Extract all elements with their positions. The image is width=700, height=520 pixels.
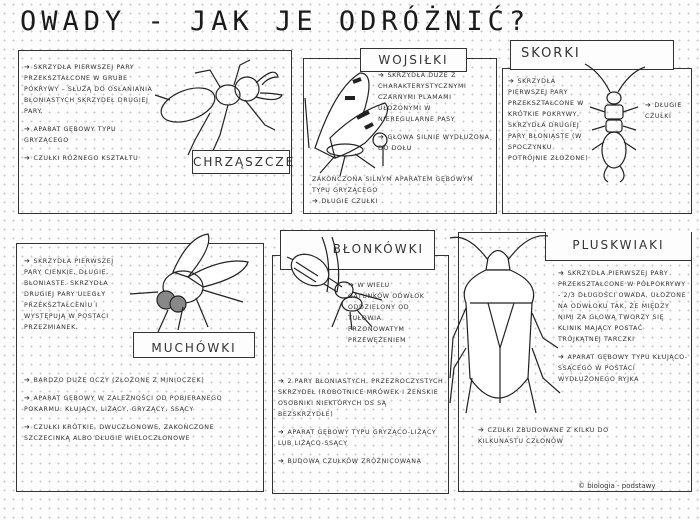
shield-bug-illustration [448,228,568,428]
arrow-icon: ➔ [312,197,319,205]
section-text-skorki: ➔ SKRZYDŁA PIERWSZEJ PARY PRZEKSZTAŁCONE W KRÓTKIE POKRYWY, SKRZYDŁA DRUGIEJ PARY BŁONIASTE (W SPOCZYNKU POTRÓJNIE ZŁOŻONE) [508,77,589,162]
section-label-pluskwiaki: PLUSKWIAKI [545,232,691,261]
section-text-muchowki: ➔ SKRZYDŁA PIERWSZEJ PARY CIENKIE, DŁUGIE, BŁONIASTE. SKRZYDŁA DRUGIEJ PARY ULEGŁY PRZEKSZTAŁCENIU I WYSTĘPUJĄ W POSTACI PRZEZMIANEK. [24,257,114,331]
arrow-icon: ➔ [558,269,565,277]
arrow-icon: ➔ [278,428,285,436]
arrow-icon: ➔ [378,71,385,79]
stag-beetle-illustration [150,55,290,165]
arrow-icon: ➔ [278,377,285,385]
arrow-icon: ➔ [278,457,285,465]
section-label-muchowki: MUCHÓWKI [133,332,255,358]
arrow-icon: ➔ [378,133,385,141]
arrow-icon: ➔ [24,394,31,402]
arrow-icon: ➔ [24,423,31,431]
arrow-icon: ➔ [478,426,485,434]
section-text-skorki-right: ➔ DŁUGIE CZUŁKI [645,101,682,120]
arrow-icon: ➔ [24,125,31,133]
section-label-chrzaszcze: CHRZĄSZCZE [192,150,290,174]
section-label-wojsilki: WOJSIŁKI [360,48,467,72]
footer-credit: © biologia - podstawy [575,482,659,490]
arrow-icon: ➔ [348,281,355,289]
section-label-blonkowki: BŁONKÓWKI [280,230,435,270]
arrow-icon: ➔ [558,353,565,361]
section-text-chrzaszcze: ➔ SKRZYDŁA PIERWSZEJ PARY PRZEKSZTAŁCONE W GRUBE POKRYWY – SŁUŻĄ DO OSŁANIANIA BŁONIASTYCH SKRZYDEŁ DRUGIEJ PARY. ➔ APARAT GĘBOWY TYPU GRYZĄCEGO ➔ CZUŁKI RÓŻNEGO KSZTAŁTU [24,63,153,162]
section-text-wojsilki: ➔ SKRZYDŁA DUŻE Z CHARAKTERYSTYCZNYMI CZARNYMI PLAMAMI UŁOŻONYMI W NIEREGULARNE PASY ➔ GŁOWA SILNIE WYDŁUŻONA DO DOŁU [378,71,490,152]
section-text-pluskwiaki-bottom: ➔ CZUŁKI ZBUDOWANE Z KILKU DO KILKUNASTU CZŁONÓW [478,426,609,445]
section-text-blonkowki: ➔ 2 PARY BŁONIASTYCH, PRZEZROCZYSTYCH SKRZYDEŁ (ROBOTNICE MRÓWEK I ŻEŃSKIE OSOBNIKI NIEKTÓRYCH OS SĄ BEZSKRZYDŁE) ➔ APARAT GĘBOWY TYPU GRYZĄCO-LIŻĄCY LUB LIŻĄCO-SSĄCY ➔ BUDOWA CZUŁKÓW ZRÓŻNICOWANA [278,377,444,465]
arrow-icon: ➔ [645,101,652,109]
section-text-muchowki-bottom: ➔ BARDZO DUŻE OCZY (ZŁOŻONE Z MINIOCZEK) ➔ APARAT GĘBOWY W ZALEŻNOŚCI OD POBIERANEGO POKARMU: KŁUJĄCY, LIŻĄCY, GRYZĄCY, SSĄCY ➔ CZUŁKI KRÓTKIE, DWUCZŁONOWE, ZAKOŃCZONE SZCZECINKĄ ALBO DŁUGIE WIELOCZŁONOWE [24,376,223,442]
fly-illustration [128,232,258,332]
arrow-icon: ➔ [24,376,31,384]
arrow-icon: ➔ [508,77,515,85]
arrow-icon: ➔ [24,257,31,265]
arrow-icon: ➔ [24,154,31,162]
earwig-illustration [580,62,650,182]
section-text-pluskwiaki: ➔ SKRZYDŁA PIERWSZEJ PARY PRZEKSZTAŁCONE W PÓŁPOKRYWY - 2/3 DŁUGOŚCI OWADA, UŁOŻONE NA ODWŁOKU TAK, ŻE MIĘDZY NIMI ZA GŁOWĄ TWORZY SIĘ KLINIK MAJĄCY POSTAĆ TRÓJKĄTNEJ TARCZKI ➔ APARAT GĘBOWY TYPU KŁUJĄCO-SSĄCEGO W POSTACI WYDŁUŻONEGO RYJKA [558,269,688,383]
page-title: OWADY - JAK JE ODRÓŻNIĆ? [20,6,531,37]
section-text-wojsilki-bottom: ZAKOŃCZONA SILNYM APARATEM GĘBOWYM TYPU GRYZĄCEGO ➔ DŁUGIE CZUŁKI [312,176,474,205]
section-text-blonkowki-top: ➔ W WIELU GATUNKÓW ODWŁOK ODDZIELONY OD TUŁOWIA PRZONOWATYM PRZEWĘŻENIEM [348,281,425,344]
section-label-skorki: SKORKI [510,40,674,70]
arrow-icon: ➔ [24,63,31,71]
